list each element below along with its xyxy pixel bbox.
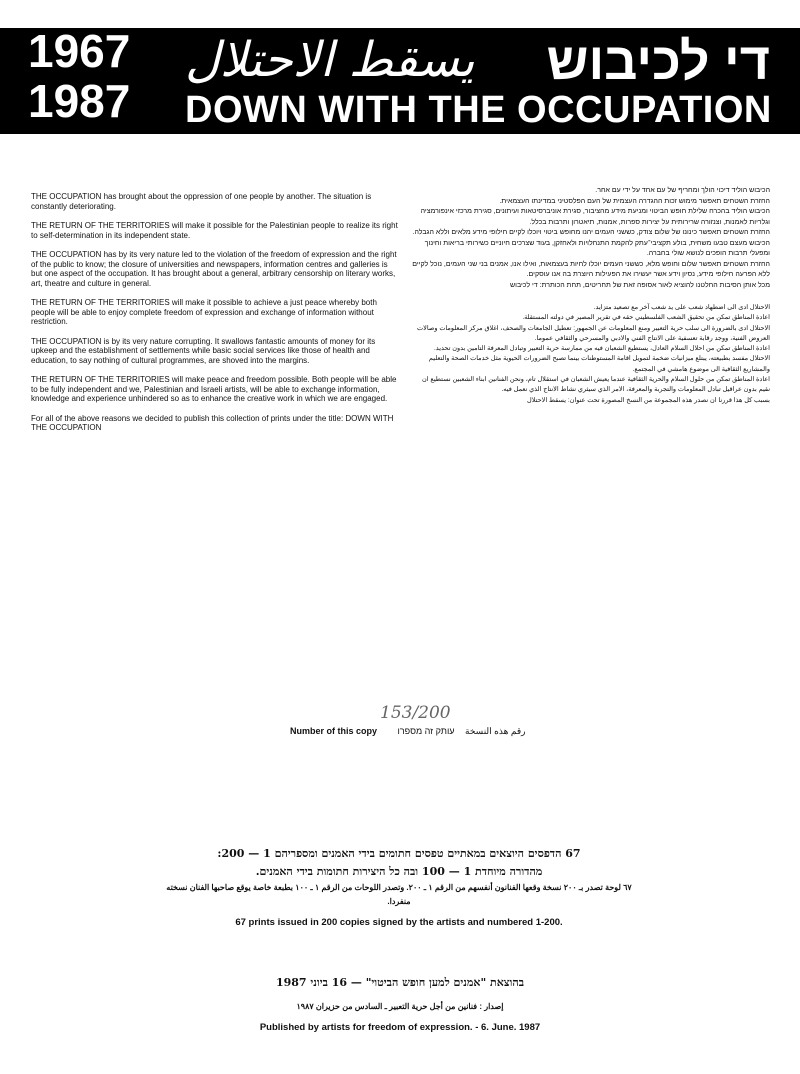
edition-arabic-line: ٦٧ لوحة تصدر بـ ٢٠٠ نسخة وقعها الفنانون أنفسهم من الرقم ١ ـ ٢٠٠. وتصدر اللوحات من الرقم ١ ـ ١٠٠ بطبعة خاصة يوقع صاحبها الفنان نسخته منفردا.	[166, 883, 632, 906]
english-paragraph: THE RETURN OF THE TERRITORIES will make peace and freedom possible. Both people will be able to be fully independent and we, Palestinian and Israeli artists, will be able to exchange information, knowledge and experience unhindered so as to enhance the creative work in which we are engaged.	[31, 375, 397, 403]
hebrew-title: די לכיבוש	[546, 33, 770, 91]
arabic-paragraph: اعادة المناطق تمكن من احلال السلام العادل، يستطيع الشعبان فيه من ممارسة حرية التعبير وتبادل المعرفة التامين بدون تحديد.	[433, 345, 770, 353]
hebrew-paragraph: החזרת השטחים תאפשר שלום וחופש מלא, כששני העמים יוכלו לחיות בעצמאות, ואילו אנו, אמנים בני שני העמים, נוכל לקיים ללא הפרעה חילופי מידע, נסיון וידע אשר יעשירו את הפעילות היוצרת בה אנו עוסקים.	[412, 260, 770, 278]
arabic-paragraph: اعادة المناطق تمكن من حلول السلام والحرية الثقافية عندما يعيش الشعبان في استقلال تام، ونحن الفنانين ابناء الشعبين نستطيع ان نقيم بدون عراقيل تبادل المعلومات والتجربة والمعرفة، الامر الذي سيثري نشاط الانتاج الذي نعمل فيه.	[421, 376, 770, 394]
hebrew-paragraph: מכל אותן הסיבות החלטנו להוציא לאור אסופה זאת של תחריטים, תחת הכותרת: די לכיבוש	[510, 281, 770, 289]
edition-english-line: 67 prints issued in 200 copies signed by the artists and numbered 1-200.	[235, 917, 563, 928]
publisher-arabic: إصدار : فنانين من أجل حرية التعبير ـ السادس من حزيران ١٩٨٧	[296, 1002, 504, 1011]
arabic-paragraph: الاحتلال ادى الى اضطهاد شعب على يد شعب آخر مع تصعيد متزايد.	[593, 304, 770, 311]
hebrew-paragraph: הכיבוש הוליד דיכוי הולך ומחריף של עם אחד על ידי עם אחר.	[595, 187, 770, 194]
year-end: 1987	[28, 75, 131, 127]
english-paragraph: THE OCCUPATION has by its very nature led to the violation of the freedom of expression and the right of the public to know; the closure of universities and newspapers, information centres and galleries is but one aspect of the occupation. It has brought about a general, arbitrary censorship on literary works, art, theatre and culture in general.	[31, 250, 397, 288]
arabic-paragraph: بسبب كل هذا قررنا ان نصدر هذه المجموعة من النسخ المصورة تحت عنوان: يسقط الاحتلال	[527, 396, 770, 404]
years-block	[28, 25, 131, 128]
hebrew-statement	[410, 186, 770, 291]
english-statement	[31, 192, 399, 443]
copy-label-hebrew: עותק זה מספרו	[397, 726, 455, 736]
hebrew-paragraph: הכיבוש מעצם טבעו משחית, בולע תקציבי־עתק להקמת התנחלויות ולאחזקן, בעוד שצרכים חיוניים כשירותי בריאות וחינוך ומפעלי תרבות הופכים לנושא שולי בחברה.	[424, 239, 770, 257]
publisher-hebrew: בהוצאת "אמנים למען חופש הביטוי" — 16 ביוני 1987	[275, 976, 525, 989]
hebrew-paragraph: הכיבוש הוליד בהכרח שלילת חופש הביטוי ומניעת מידע מהציבור, סגירת אוניברסיטאות ועיתונים, סגירת מרכזי אינפורמציה וגלריות לאמנות, וצנזורה שרירותית על יצירות ספרות, אמנות, תיאטרון ותרבות בכלל.	[420, 208, 770, 226]
edition-hebrew-line: מהדורה מיוחדת 1 — 100 ובה כל היצירות חתומות בידי האמנים.	[255, 865, 543, 878]
arabic-title: يسقط الاحتلال	[185, 32, 475, 88]
arabic-paragraph: الاحتلال مفسد بطبيعته، يبتلع ميزانيات ضخمة لتمويل اقامة المستوطنات بينما تصبح الضرورات الحيوية مثل خدمات الصحة والتعليم والمشاريع الثقافية الى موضوع هامشي في المجتمع.	[428, 355, 770, 373]
year-start: 1967	[28, 25, 131, 77]
translated-statements	[410, 186, 770, 406]
english-paragraph: THE OCCUPATION has brought about the oppression of one people by another. The situation is constantly deteriorating.	[31, 192, 372, 211]
english-paragraph: THE OCCUPATION is by its very nature corrupting. It swallows fantastic amounts of money for its upkeep and the establishment of settlements while basic social services like those of health and education, to say nothing of cultural programmes, are shoved into the margins.	[31, 336, 376, 365]
english-title: DOWN WITH THE OCCUPATION	[185, 89, 772, 131]
english-paragraph: For all of the above reasons we decided to publish this collection of prints under the title: DOWN WITH THE OCCUPATION	[31, 413, 394, 432]
publisher-info	[195, 974, 605, 1036]
hebrew-paragraph: החזרת השטחים תאפשר מימוש זכות ההגדרה העצמית של העם הפלסטיני במדינתו העצמאית.	[499, 197, 770, 205]
edition-info	[160, 845, 638, 931]
hebrew-paragraph: החזרת השטחים תאפשר כינונו של שלום צודק, כששני העמים יהנו מחופש ביטוי ויוכלו לקיים חילופי מידע מלאים וללא הגבלה.	[412, 229, 770, 236]
handwritten-copy-number: 153/200	[380, 703, 451, 723]
copy-label-arabic: رقم هذه النسخة	[465, 726, 526, 736]
arabic-statement	[410, 303, 770, 406]
copy-label-english: Number of this copy	[290, 726, 378, 736]
title-banner	[0, 25, 800, 134]
publisher-english: Published by artists for freedom of expression. - 6. June. 1987	[259, 1022, 541, 1033]
english-paragraph: THE RETURN OF THE TERRITORIES will make it possible for the Palestinian people to realize its right to self-determination in its independent state.	[31, 221, 398, 240]
english-paragraph: THE RETURN OF THE TERRITORIES will make it possible to achieve a just peace whereby both people will be able to enjoy complete freedom of expression and exchange of information without restriction.	[31, 298, 377, 326]
arabic-paragraph: اعادة المناطق تمكن من تحقيق الشعب الفلسطيني حقه في تقرير المصير في دولته المستقلة.	[522, 314, 770, 322]
edition-hebrew-line: 67 הדפסים היוצאים במאתיים טפסים חתומים בידי האמנים ומספריהם 1 — 200:	[217, 847, 581, 860]
arabic-paragraph: الاحتلال ادى بالضرورة الى سلب حرية التعبير ومنع المعلومات عن الجمهور: تعطيل الجامعات والصحف، اغلاق مركز المعلومات وصالات العروض الفنية، ووجد رقابة تعسفية على الانتاج الفني والادبي والمسرحي والثقافي عموما.	[417, 324, 770, 342]
copy-number-line	[290, 725, 550, 737]
